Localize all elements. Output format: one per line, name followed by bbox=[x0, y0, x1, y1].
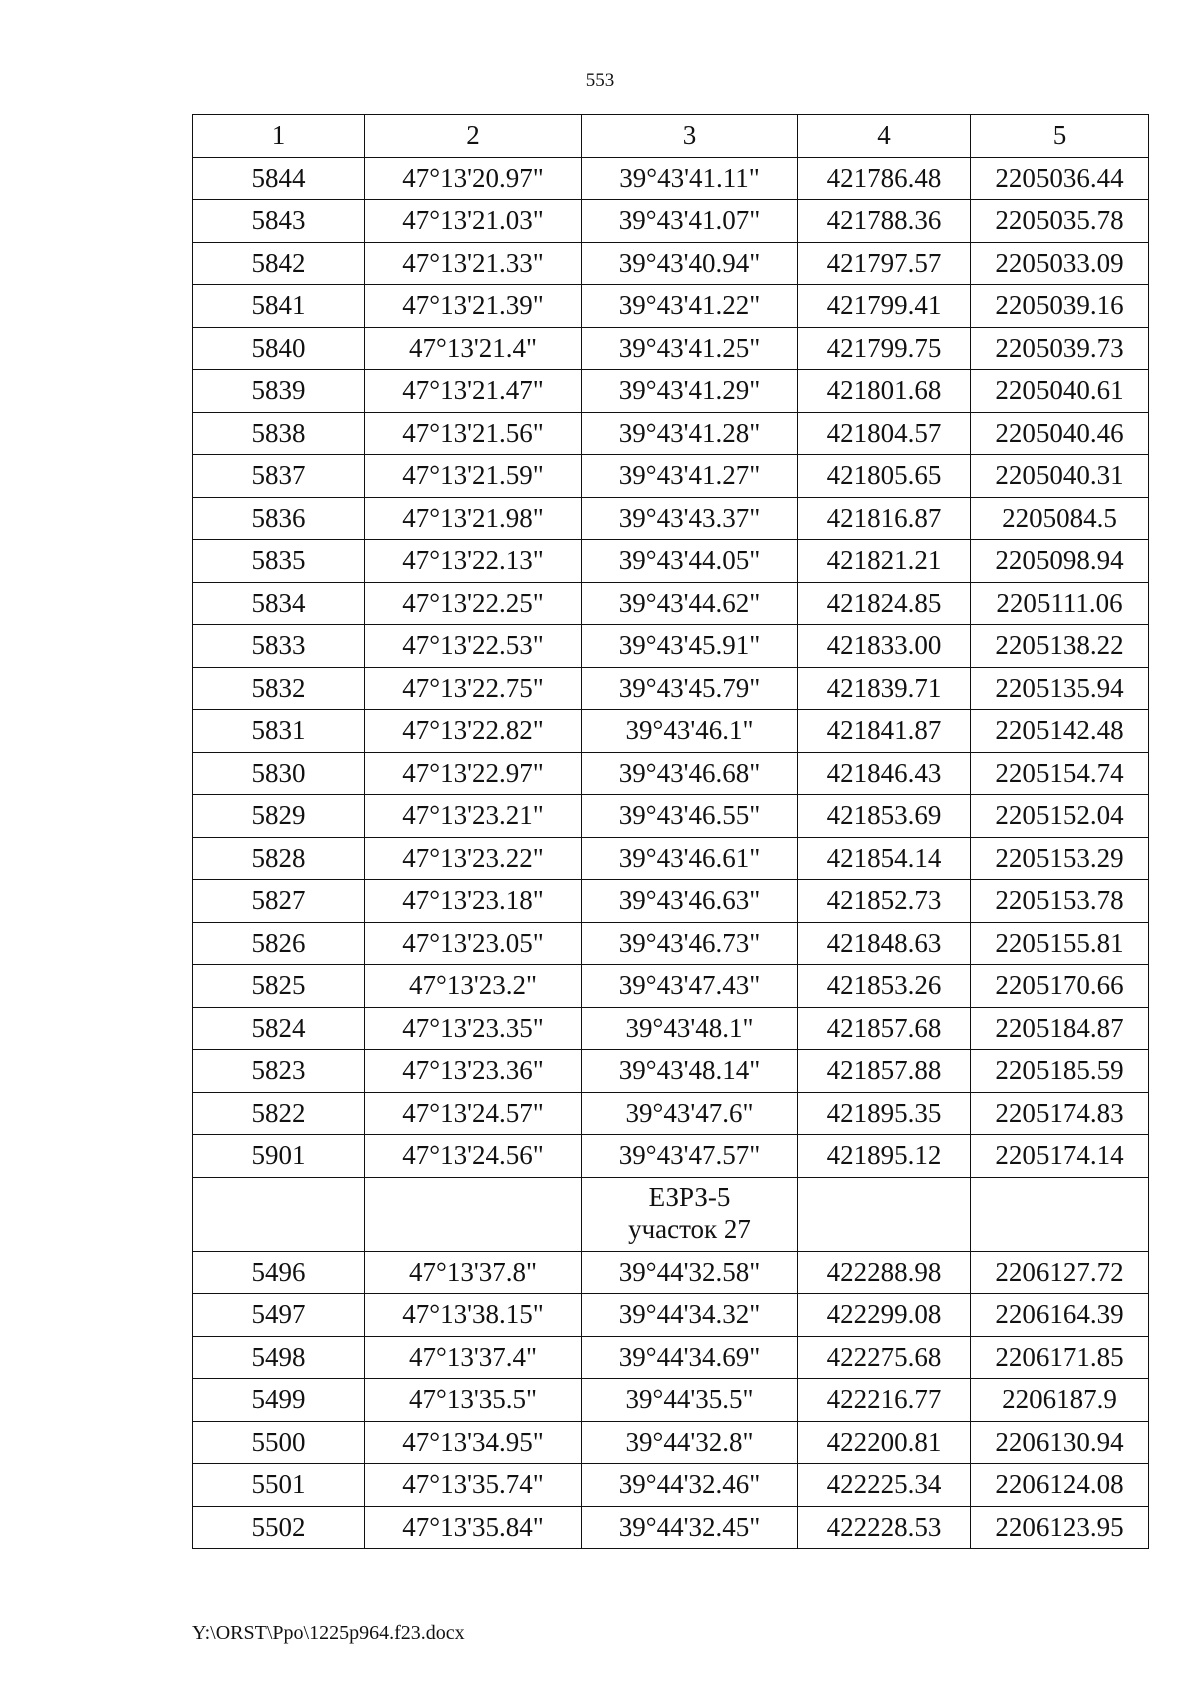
cell-point-number: 5837 bbox=[193, 455, 365, 498]
cell-coord-x: 421895.12 bbox=[798, 1135, 971, 1178]
table-row bbox=[193, 497, 1149, 540]
cell-longitude: 39°43'48.1" bbox=[582, 1007, 798, 1050]
cell-latitude: 47°13'20.97" bbox=[365, 157, 582, 200]
cell-longitude: 39°44'35.5" bbox=[582, 1379, 798, 1422]
cell-coord-y: 2205185.59 bbox=[971, 1050, 1149, 1093]
cell-coord-x: 421797.57 bbox=[798, 242, 971, 285]
cell-coord-y: 2205040.31 bbox=[971, 455, 1149, 498]
cell-point-number: 5496 bbox=[193, 1251, 365, 1294]
cell-point-number: 5829 bbox=[193, 795, 365, 838]
cell-coord-x: 421799.41 bbox=[798, 285, 971, 328]
cell-coord-y: 2205174.14 bbox=[971, 1135, 1149, 1178]
cell-point-number: 5499 bbox=[193, 1379, 365, 1422]
cell-point-number: 5843 bbox=[193, 200, 365, 243]
cell-latitude: 47°13'22.75" bbox=[365, 667, 582, 710]
table-row bbox=[193, 370, 1149, 413]
cell-longitude: 39°43'41.29" bbox=[582, 370, 798, 413]
cell-longitude: 39°44'32.58" bbox=[582, 1251, 798, 1294]
cell-coord-y: 2205084.5 bbox=[971, 497, 1149, 540]
cell-longitude: 39°43'46.63" bbox=[582, 880, 798, 923]
cell-coord-x: 421799.75 bbox=[798, 327, 971, 370]
cell-latitude: 47°13'22.25" bbox=[365, 582, 582, 625]
table-row bbox=[193, 965, 1149, 1008]
cell-latitude: 47°13'23.2" bbox=[365, 965, 582, 1008]
cell-point-number: 5838 bbox=[193, 412, 365, 455]
cell-coord-y: 2205155.81 bbox=[971, 922, 1149, 965]
coordinates-table bbox=[192, 114, 1149, 1549]
cell-latitude: 47°13'37.4" bbox=[365, 1336, 582, 1379]
table-header bbox=[193, 115, 1149, 158]
table-row bbox=[193, 285, 1149, 328]
cell-latitude: 47°13'21.33" bbox=[365, 242, 582, 285]
section-empty-cell bbox=[365, 1177, 582, 1251]
cell-coord-x: 422216.77 bbox=[798, 1379, 971, 1422]
cell-coord-y: 2206123.95 bbox=[971, 1506, 1149, 1549]
table-row bbox=[193, 455, 1149, 498]
table-row bbox=[193, 1464, 1149, 1507]
cell-coord-x: 422228.53 bbox=[798, 1506, 971, 1549]
cell-latitude: 47°13'23.05" bbox=[365, 922, 582, 965]
cell-coord-y: 2205036.44 bbox=[971, 157, 1149, 200]
header-col-4: 4 bbox=[798, 115, 971, 158]
cell-latitude: 47°13'23.22" bbox=[365, 837, 582, 880]
cell-point-number: 5822 bbox=[193, 1092, 365, 1135]
header-col-1: 1 bbox=[193, 115, 365, 158]
table-row bbox=[193, 1251, 1149, 1294]
cell-longitude: 39°44'34.69" bbox=[582, 1336, 798, 1379]
cell-longitude: 39°43'40.94" bbox=[582, 242, 798, 285]
table-row bbox=[193, 880, 1149, 923]
cell-coord-y: 2205154.74 bbox=[971, 752, 1149, 795]
cell-latitude: 47°13'23.21" bbox=[365, 795, 582, 838]
cell-coord-y: 2205135.94 bbox=[971, 667, 1149, 710]
cell-coord-x: 421853.26 bbox=[798, 965, 971, 1008]
cell-latitude: 47°13'38.15" bbox=[365, 1294, 582, 1337]
cell-longitude: 39°44'34.32" bbox=[582, 1294, 798, 1337]
cell-coord-y: 2205153.29 bbox=[971, 837, 1149, 880]
cell-latitude: 47°13'23.36" bbox=[365, 1050, 582, 1093]
cell-coord-x: 421788.36 bbox=[798, 200, 971, 243]
cell-longitude: 39°44'32.8" bbox=[582, 1421, 798, 1464]
table-row bbox=[193, 1092, 1149, 1135]
cell-coord-x: 421824.85 bbox=[798, 582, 971, 625]
cell-coord-x: 421895.35 bbox=[798, 1092, 971, 1135]
cell-coord-x: 421854.14 bbox=[798, 837, 971, 880]
table-row bbox=[193, 1506, 1149, 1549]
cell-point-number: 5901 bbox=[193, 1135, 365, 1178]
cell-coord-y: 2205174.83 bbox=[971, 1092, 1149, 1135]
cell-longitude: 39°43'46.73" bbox=[582, 922, 798, 965]
table-row bbox=[193, 327, 1149, 370]
cell-coord-x: 421853.69 bbox=[798, 795, 971, 838]
cell-coord-x: 421852.73 bbox=[798, 880, 971, 923]
cell-coord-x: 421839.71 bbox=[798, 667, 971, 710]
cell-coord-x: 421846.43 bbox=[798, 752, 971, 795]
table-row bbox=[193, 412, 1149, 455]
cell-point-number: 5823 bbox=[193, 1050, 365, 1093]
cell-coord-x: 421786.48 bbox=[798, 157, 971, 200]
cell-coord-y: 2205033.09 bbox=[971, 242, 1149, 285]
cell-point-number: 5500 bbox=[193, 1421, 365, 1464]
cell-longitude: 39°43'41.27" bbox=[582, 455, 798, 498]
cell-latitude: 47°13'21.4" bbox=[365, 327, 582, 370]
cell-point-number: 5498 bbox=[193, 1336, 365, 1379]
cell-coord-x: 422288.98 bbox=[798, 1251, 971, 1294]
cell-longitude: 39°43'44.62" bbox=[582, 582, 798, 625]
section-title-cell bbox=[582, 1177, 798, 1251]
section-group bbox=[193, 1177, 1149, 1251]
cell-coord-y: 2205153.78 bbox=[971, 880, 1149, 923]
cell-coord-y: 2205170.66 bbox=[971, 965, 1149, 1008]
table-row bbox=[193, 922, 1149, 965]
table-row bbox=[193, 1294, 1149, 1337]
cell-coord-x: 421801.68 bbox=[798, 370, 971, 413]
cell-point-number: 5828 bbox=[193, 837, 365, 880]
table-row bbox=[193, 837, 1149, 880]
cell-coord-y: 2205039.73 bbox=[971, 327, 1149, 370]
table-row bbox=[193, 625, 1149, 668]
cell-latitude: 47°13'21.47" bbox=[365, 370, 582, 413]
cell-longitude: 39°43'41.25" bbox=[582, 327, 798, 370]
cell-latitude: 47°13'21.39" bbox=[365, 285, 582, 328]
cell-coord-y: 2205142.48 bbox=[971, 710, 1149, 753]
cell-coord-x: 421821.21 bbox=[798, 540, 971, 583]
cell-longitude: 39°44'32.46" bbox=[582, 1464, 798, 1507]
cell-coord-y: 2206127.72 bbox=[971, 1251, 1149, 1294]
cell-latitude: 47°13'34.95" bbox=[365, 1421, 582, 1464]
table-row bbox=[193, 710, 1149, 753]
header-row bbox=[193, 115, 1149, 158]
cell-point-number: 5836 bbox=[193, 497, 365, 540]
cell-latitude: 47°13'24.56" bbox=[365, 1135, 582, 1178]
cell-coord-x: 422299.08 bbox=[798, 1294, 971, 1337]
cell-point-number: 5844 bbox=[193, 157, 365, 200]
cell-latitude: 47°13'22.97" bbox=[365, 752, 582, 795]
cell-longitude: 39°43'41.07" bbox=[582, 200, 798, 243]
cell-latitude: 47°13'21.56" bbox=[365, 412, 582, 455]
cell-latitude: 47°13'21.03" bbox=[365, 200, 582, 243]
table-row bbox=[193, 795, 1149, 838]
cell-longitude: 39°43'41.28" bbox=[582, 412, 798, 455]
cell-latitude: 47°13'23.35" bbox=[365, 1007, 582, 1050]
cell-point-number: 5834 bbox=[193, 582, 365, 625]
cell-latitude: 47°13'22.53" bbox=[365, 625, 582, 668]
cell-coord-y: 2206164.39 bbox=[971, 1294, 1149, 1337]
cell-point-number: 5842 bbox=[193, 242, 365, 285]
page-number: 553 bbox=[585, 70, 615, 91]
cell-coord-x: 421857.68 bbox=[798, 1007, 971, 1050]
cell-latitude: 47°13'24.57" bbox=[365, 1092, 582, 1135]
table-body-before bbox=[193, 157, 1149, 1177]
footer-file-path: Y:\ORST\Ppo\1225p964.f23.docx bbox=[192, 1622, 465, 1644]
table-row bbox=[193, 1336, 1149, 1379]
cell-point-number: 5825 bbox=[193, 965, 365, 1008]
cell-longitude: 39°43'47.57" bbox=[582, 1135, 798, 1178]
cell-coord-y: 2205184.87 bbox=[971, 1007, 1149, 1050]
cell-coord-y: 2205040.61 bbox=[971, 370, 1149, 413]
table-row bbox=[193, 1135, 1149, 1178]
table-row bbox=[193, 582, 1149, 625]
cell-point-number: 5830 bbox=[193, 752, 365, 795]
section-empty-cell bbox=[798, 1177, 971, 1251]
cell-latitude: 47°13'22.13" bbox=[365, 540, 582, 583]
cell-coord-x: 421816.87 bbox=[798, 497, 971, 540]
cell-longitude: 39°43'46.1" bbox=[582, 710, 798, 753]
cell-latitude: 47°13'21.59" bbox=[365, 455, 582, 498]
table-row bbox=[193, 1379, 1149, 1422]
cell-coord-y: 2205040.46 bbox=[971, 412, 1149, 455]
table-row bbox=[193, 1007, 1149, 1050]
cell-longitude: 39°43'47.6" bbox=[582, 1092, 798, 1135]
cell-point-number: 5840 bbox=[193, 327, 365, 370]
cell-point-number: 5824 bbox=[193, 1007, 365, 1050]
cell-coord-x: 421804.57 bbox=[798, 412, 971, 455]
cell-latitude: 47°13'21.98" bbox=[365, 497, 582, 540]
cell-point-number: 5501 bbox=[193, 1464, 365, 1507]
table-body-after bbox=[193, 1251, 1149, 1549]
table-row bbox=[193, 242, 1149, 285]
cell-coord-x: 422225.34 bbox=[798, 1464, 971, 1507]
section-empty-cell bbox=[193, 1177, 365, 1251]
header-col-5: 5 bbox=[971, 115, 1149, 158]
table-row bbox=[193, 667, 1149, 710]
cell-coord-y: 2206130.94 bbox=[971, 1421, 1149, 1464]
cell-coord-y: 2205098.94 bbox=[971, 540, 1149, 583]
cell-coord-x: 421857.88 bbox=[798, 1050, 971, 1093]
section-empty-cell bbox=[971, 1177, 1149, 1251]
cell-longitude: 39°43'46.68" bbox=[582, 752, 798, 795]
cell-coord-y: 2206187.9 bbox=[971, 1379, 1149, 1422]
cell-coord-x: 421841.87 bbox=[798, 710, 971, 753]
cell-point-number: 5502 bbox=[193, 1506, 365, 1549]
cell-point-number: 5827 bbox=[193, 880, 365, 923]
cell-point-number: 5839 bbox=[193, 370, 365, 413]
cell-latitude: 47°13'22.82" bbox=[365, 710, 582, 753]
cell-coord-x: 422275.68 bbox=[798, 1336, 971, 1379]
cell-coord-y: 2206171.85 bbox=[971, 1336, 1149, 1379]
cell-latitude: 47°13'35.5" bbox=[365, 1379, 582, 1422]
cell-point-number: 5826 bbox=[193, 922, 365, 965]
cell-point-number: 5831 bbox=[193, 710, 365, 753]
section-row bbox=[193, 1177, 1149, 1251]
cell-longitude: 39°43'41.22" bbox=[582, 285, 798, 328]
cell-longitude: 39°44'32.45" bbox=[582, 1506, 798, 1549]
cell-point-number: 5832 bbox=[193, 667, 365, 710]
cell-coord-y: 2205039.16 bbox=[971, 285, 1149, 328]
cell-point-number: 5497 bbox=[193, 1294, 365, 1337]
header-col-2: 2 bbox=[365, 115, 582, 158]
cell-longitude: 39°43'44.05" bbox=[582, 540, 798, 583]
cell-latitude: 47°13'35.84" bbox=[365, 1506, 582, 1549]
cell-longitude: 39°43'41.11" bbox=[582, 157, 798, 200]
cell-latitude: 47°13'37.8" bbox=[365, 1251, 582, 1294]
cell-coord-x: 421805.65 bbox=[798, 455, 971, 498]
table-row bbox=[193, 1050, 1149, 1093]
cell-longitude: 39°43'45.79" bbox=[582, 667, 798, 710]
cell-latitude: 47°13'23.18" bbox=[365, 880, 582, 923]
cell-coord-y: 2205138.22 bbox=[971, 625, 1149, 668]
cell-latitude: 47°13'35.74" bbox=[365, 1464, 582, 1507]
cell-longitude: 39°43'47.43" bbox=[582, 965, 798, 1008]
section-zone-label: ЕЗРЗ-5 bbox=[648, 1182, 731, 1213]
cell-longitude: 39°43'46.61" bbox=[582, 837, 798, 880]
table-row bbox=[193, 157, 1149, 200]
cell-longitude: 39°43'45.91" bbox=[582, 625, 798, 668]
table-row bbox=[193, 540, 1149, 583]
cell-longitude: 39°43'43.37" bbox=[582, 497, 798, 540]
cell-point-number: 5835 bbox=[193, 540, 365, 583]
cell-coord-x: 421848.63 bbox=[798, 922, 971, 965]
table-row bbox=[193, 200, 1149, 243]
cell-point-number: 5841 bbox=[193, 285, 365, 328]
cell-longitude: 39°43'48.14" bbox=[582, 1050, 798, 1093]
cell-point-number: 5833 bbox=[193, 625, 365, 668]
cell-coord-y: 2205111.06 bbox=[971, 582, 1149, 625]
section-parcel-label: участок 27 bbox=[628, 1214, 751, 1244]
cell-coord-y: 2205035.78 bbox=[971, 200, 1149, 243]
table-row bbox=[193, 752, 1149, 795]
cell-coord-x: 422200.81 bbox=[798, 1421, 971, 1464]
cell-coord-y: 2205152.04 bbox=[971, 795, 1149, 838]
cell-coord-y: 2206124.08 bbox=[971, 1464, 1149, 1507]
cell-longitude: 39°43'46.55" bbox=[582, 795, 798, 838]
cell-coord-x: 421833.00 bbox=[798, 625, 971, 668]
header-col-3: 3 bbox=[582, 115, 798, 158]
table-row bbox=[193, 1421, 1149, 1464]
